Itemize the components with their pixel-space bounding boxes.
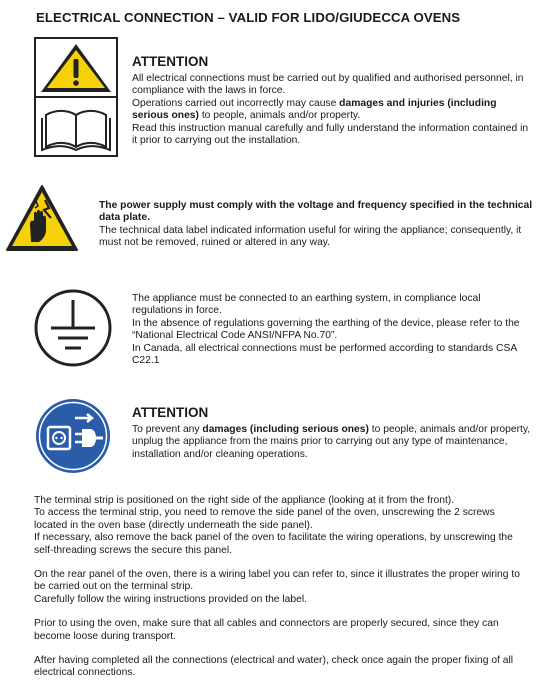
page-title: ELECTRICAL CONNECTION – VALID FOR LIDO/GIUDECCA OVENS (36, 10, 461, 25)
earth-ground-icon (33, 288, 113, 368)
paragraph: On the rear panel of the oven, there is a wiring label you can refer to, since it illustrates the proper wiring to be carried out on the terminal strip. (34, 569, 520, 593)
paragraph: If necessary, also remove the back panel of the oven to facilitate the wiring operations, by unscrewing the self-threading screws the secure this panel. (34, 532, 513, 556)
paragraph: To access the terminal strip, you need to remove the side panel of the oven, unscrewing the 2 screws located in the oven base (directly underneath the side panel). (34, 507, 495, 531)
body-text (34, 495, 530, 680)
attention-section-1 (132, 54, 532, 147)
paragraph: After having completed all the connections (electrical and water), check once again the proper fixing of all electrical connections. (34, 655, 514, 679)
power-supply-section (99, 200, 533, 250)
attention-heading: ATTENTION (132, 54, 209, 69)
paragraph: To prevent any damages (including serious ones) to people, animals and/or property, unplug the appliance from the mains prior to carrying out any type of maintenance, installation and/or cleaning operations. (132, 424, 531, 460)
unplug-mains-icon (35, 398, 111, 474)
paragraph: The appliance must be connected to an earthing system, in compliance local regulations in force. (132, 293, 481, 317)
paragraph: Carefully follow the wiring instructions provided on the label. (34, 593, 308, 605)
paragraph: The terminal strip is positioned on the right side of the appliance (looking at it from the front). (34, 495, 455, 506)
paragraph: The power supply must comply with the voltage and frequency specified in the technical data plate. (99, 200, 533, 224)
paragraph: Prior to using the oven, make sure that all cables and connectors are properly secured, since they can become loose during transport. (34, 618, 499, 642)
paragraph: All electrical connections must be carried out by qualified and authorised personnel, in compliance with the laws in force. (132, 73, 524, 97)
earthing-section (132, 293, 532, 367)
paragraph: Read this instruction manual carefully and fully understand the information contained in it prior to carrying out the installation. (132, 122, 529, 147)
paragraph: In Canada, all electrical connections must be performed according to standards CSA C22.1 (132, 342, 517, 367)
paragraph: In the absence of regulations governing the earthing of the device, please refer to the “National Electrical Code ANSI/NFPA No.70”. (132, 317, 520, 342)
paragraph: The technical data label indicated information useful for wiring the appliance; consequently, it must not be removed, ruined or altered in any way. (99, 224, 522, 249)
electric-shock-hazard-icon (5, 184, 79, 252)
attention-heading: ATTENTION (132, 405, 209, 420)
attention-section-2 (132, 405, 532, 461)
paragraph: Operations carried out incorrectly may cause damages and injuries (including serious ones) to people, animals and/or property. (132, 97, 497, 122)
warning-read-manual-icon (34, 37, 118, 157)
